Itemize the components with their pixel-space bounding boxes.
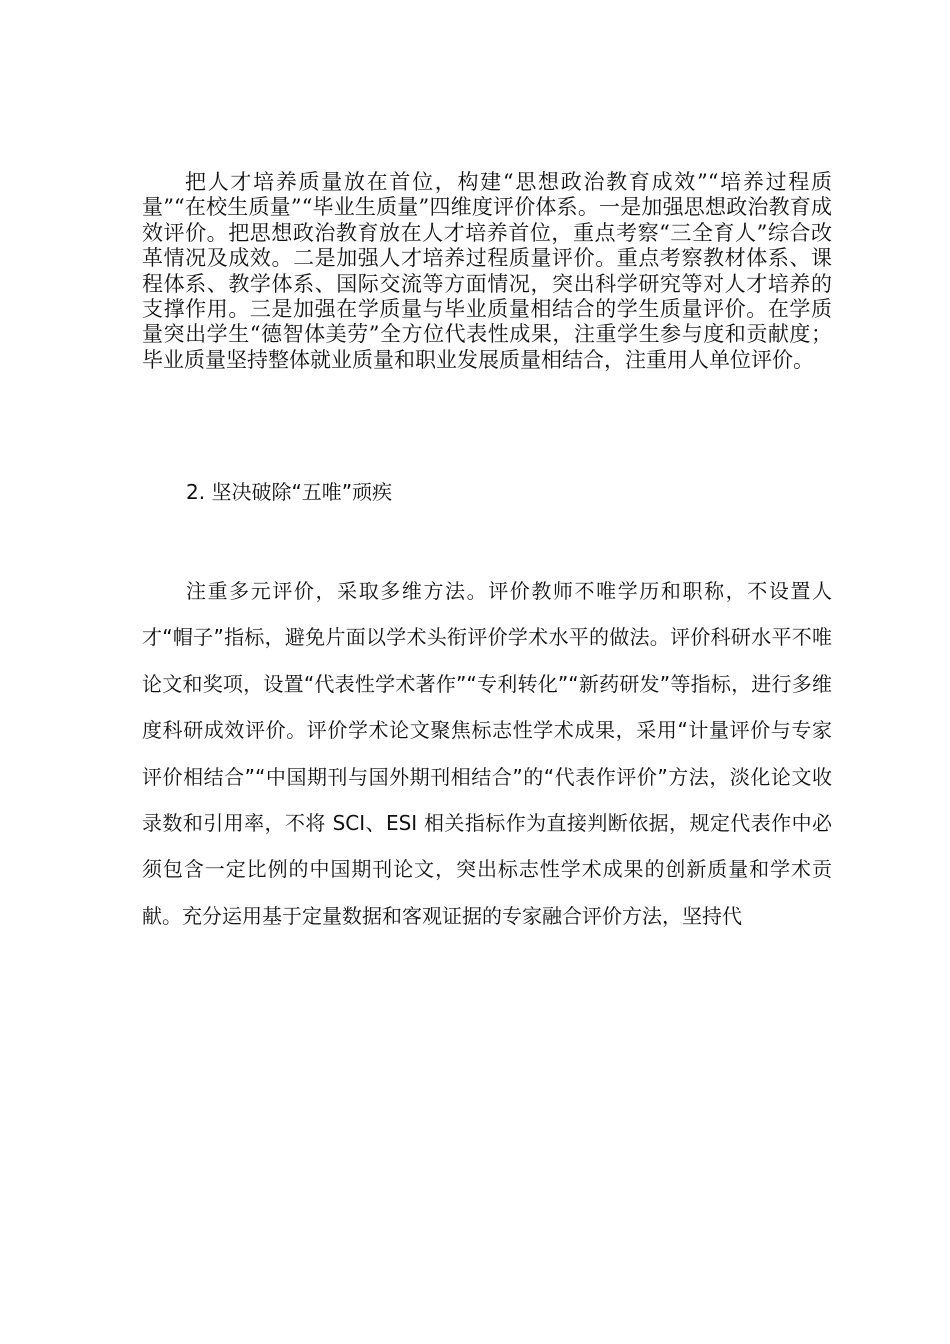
paragraph-talent-quality: 把人才培养质量放在首位，构建“思想政治教育成效”“培养过程质量”“在校生质量”“毕业生质量”四维度评价体系。一是加强思想政治教育成效评价。把思想政治教育放在人才培养首位，重点考察“三全育人”综合改革情况及成效。二是加强人才培养过程质量评价。重点考察教材体系、课程体系、教学体系、国际交流等方面情况，突出科学研究等对人才培养的支撑作用。三是加强在学质量与毕业质量相结合的学生质量评价。在学质量突出学生“德智体美劳”全方位代表性成果，注重学生参与度和贡献度；毕业质量坚持整体就业质量和职业发展质量相结合，注重用人单位评价。 xyxy=(142,170,832,372)
paragraph-multi-evaluation: 注重多元评价，采取多维方法。评价教师不唯学历和职称，不设置人才“帽子”指标，避免片面以学术头衔评价学术水平的做法。评价科研水平不唯论文和奖项，设置“代表性学术著作”“专利转化”“新药研发”等指标，进行多维度科研成效评价。评价学术论文聚焦标志性学术成果，采用“计量评价与专家评价相结合”“中国期刊与国外期刊相结合”的“代表作评价”方法，淡化论文收录数和引用率，不将 SCI、ESI 相关指标作为直接判断依据，规定代表作中必须包含一定比例的中国期刊论文，突出标志性学术成果的创新质量和学术贡献。充分运用基于定量数据和客观证据的专家融合评价方法，坚持代 xyxy=(142,579,832,928)
section-heading-five-only: 2. 坚决破除“五唯”顽疾 xyxy=(186,480,393,504)
